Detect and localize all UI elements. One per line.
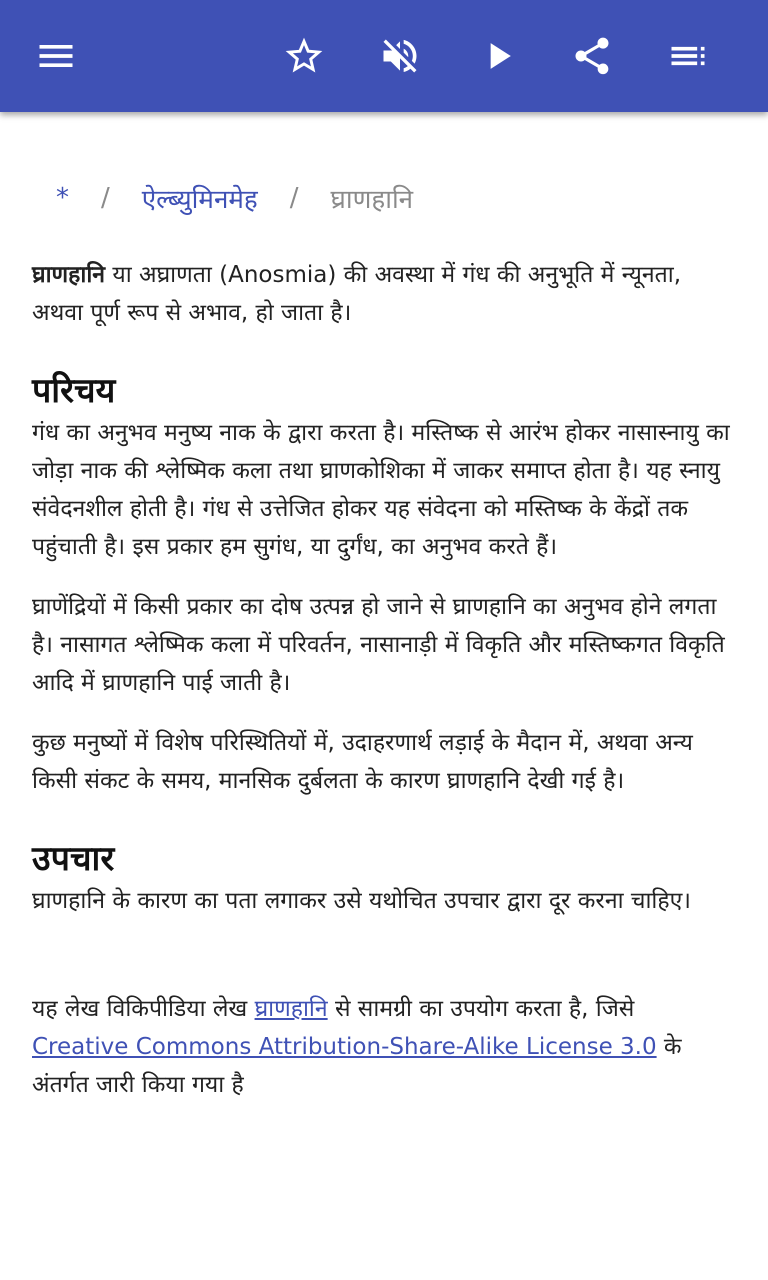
- volume-off-icon[interactable]: [372, 28, 428, 84]
- article-content: [0, 112, 768, 1280]
- paragraph: गंध का अनुभव मनुष्य नाक के द्वारा करता है। मस्तिष्क से आरंभ होकर नासास्नायु का जोड़ा नाक की श्लेष्मिक कला तथा घ्राणकोशिका में जाकर समाप्त होता है। यह स्नायु संवेदनशील होती है। गंध से उत्तेजित होकर यह संवेदना को मस्तिष्क के केंद्रों तक पहुंचाती है। इस प्रकार हम सुगंध, या दुर्गंध, का अनुभव करते हैं।: [32, 420, 730, 560]
- breadcrumb: [56, 176, 413, 220]
- attribution-suffix: के अंतर्गत जारी किया गया है: [32, 1034, 682, 1098]
- play-icon[interactable]: [470, 28, 526, 84]
- intro-text: या अघ्राणता (Anosmia) की अवस्था में गंध की अनुभूति में न्यूनता, अथवा पूर्ण रूप से अभाव, हो जाता है।: [32, 262, 682, 326]
- section-heading-treatment: उपचार: [32, 839, 115, 879]
- breadcrumb-separator: /: [289, 183, 299, 213]
- app-bar: [0, 0, 768, 112]
- article-body: [32, 256, 732, 1126]
- section-heading-introduction: परिचय: [32, 371, 116, 411]
- paragraph: कुछ मनुष्यों में विशेष परिस्थितियों में, उदाहरणार्थ लड़ाई के मैदान में, अथवा अन्य किसी संकट के समय, मानसिक दुर्बलता के कारण घ्राणहानि देखी गई है।: [32, 730, 693, 794]
- attribution-note: [32, 990, 732, 1104]
- source-article-link[interactable]: घ्राणहानि: [254, 996, 328, 1022]
- attribution-middle: से सामग्री का उपयोग करता है, जिसे: [327, 996, 635, 1022]
- license-link[interactable]: Creative Commons Attribution-Share-Alike License 3.0: [32, 1034, 657, 1060]
- paragraph: घ्राणेंद्रियों में किसी प्रकार का दोष उत्पन्न हो जाने से घ्राणहानि का अनुभव होने लगता है। नासागत श्लेष्मिक कला में परिवर्तन, नासानाड़ी में विकृति और मस्तिष्कगत विकृति आदि में घ्राणहानि पाई जाती है।: [32, 594, 725, 696]
- article-title-term: घ्राणहानि: [32, 262, 106, 288]
- breadcrumb-home-link[interactable]: *: [56, 183, 69, 213]
- toc-icon[interactable]: [660, 28, 716, 84]
- breadcrumb-separator: /: [101, 183, 110, 213]
- breadcrumb-current: घ्राणहानि: [330, 185, 414, 215]
- menu-icon[interactable]: [28, 28, 84, 84]
- star-icon[interactable]: [276, 28, 332, 84]
- attribution-prefix: यह लेख विकिपीडिया लेख: [32, 996, 255, 1022]
- intro-paragraph: [32, 256, 732, 332]
- paragraph: घ्राणहानि के कारण का पता लगाकर उसे यथोचित उपचार द्वारा दूर करना चाहिए।: [32, 888, 692, 914]
- share-icon[interactable]: [564, 28, 620, 84]
- breadcrumb-parent-link[interactable]: ऐल्ब्युमिनमेह: [141, 185, 258, 215]
